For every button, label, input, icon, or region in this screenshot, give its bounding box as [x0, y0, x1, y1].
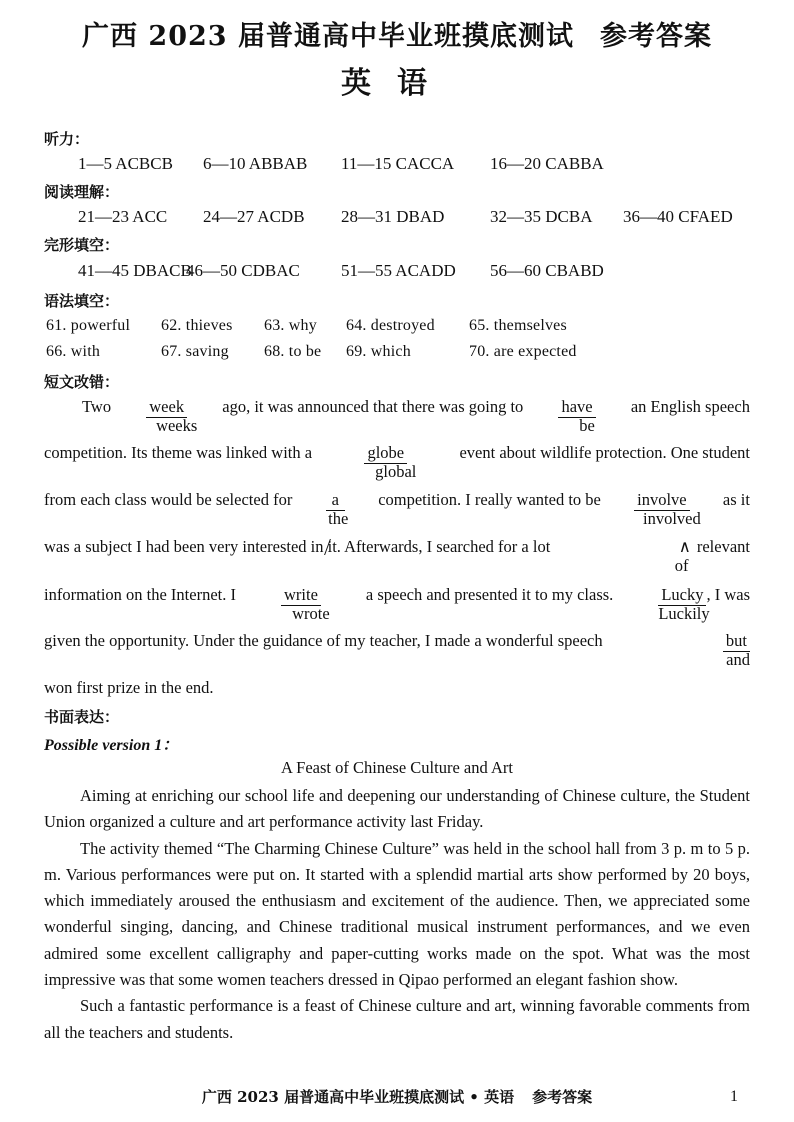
original-word: write — [281, 585, 321, 606]
text-segment: competition. I really wanted to be — [378, 490, 601, 509]
answer-group: 56—60 CBABD — [490, 261, 604, 280]
essay-paragraph: Such a fantastic performance is a feast of Chinese culture and art, winning favorable comments from all the teachers and students. — [44, 996, 750, 1042]
essay-title: A Feast of Chinese Culture and Art — [281, 758, 513, 777]
footer-text: 广西 2023 届普通高中毕业班摸底测试 • 英语 — [201, 1088, 515, 1106]
deleted-word: it — [327, 537, 337, 556]
text-segment — [674, 537, 750, 575]
grammar-item: 65. themselves — [469, 317, 567, 334]
text-segment: a speech and presented it to my class. — [365, 585, 614, 604]
reading-label: 阅读理解： — [44, 183, 120, 201]
essay-paragraph: Aiming at enriching our school life and deepening our understanding of Chinese culture, the Student Union organized a culture and art performance activity last Friday. — [44, 786, 750, 832]
essay-body — [44, 783, 750, 1046]
answer-group: 51—55 ACADD — [341, 261, 456, 280]
version-label: Possible version 1： — [44, 737, 179, 754]
correction-line-1 — [44, 397, 750, 435]
correction-line-7 — [44, 678, 750, 698]
title-suffix: 参考答案 — [599, 21, 712, 52]
answer-group: 16—20 CABBA — [490, 154, 604, 173]
corrected-word: global — [375, 462, 417, 481]
page-number: 1 — [730, 1088, 738, 1105]
grammar-item: 62. thieves — [161, 317, 233, 334]
corrected-word: involved — [643, 509, 701, 528]
subject-title: 英语 — [341, 66, 453, 101]
grammar-label: 语法填空： — [44, 292, 120, 310]
text-segment: given the opportunity. Under the guidance of my teacher, I made a wonderful speech — [44, 631, 603, 650]
correction-mark — [723, 631, 750, 669]
correction-mark — [634, 490, 701, 528]
answer-group: 32—35 DCBA — [490, 207, 593, 226]
footer-suffix: 参考答案 — [532, 1088, 593, 1106]
answer-group: 46—50 CDBAC — [186, 261, 300, 280]
answer-group: 11—15 CACCA — [341, 154, 455, 173]
corrected-word: Luckily — [658, 604, 710, 623]
grammar-item: 63. why — [264, 317, 317, 334]
original-word: Lucky — [658, 585, 706, 606]
text-part: . Afterwards, I searched for a lot — [336, 537, 551, 556]
corrected-word: weeks — [156, 416, 198, 435]
correction-line-6 — [44, 631, 750, 669]
listening-label: 听力： — [44, 130, 90, 148]
text-segment: from each class would be selected for — [44, 490, 293, 509]
page-footer — [0, 1086, 794, 1107]
title-main: 广西 2023 届普通高中毕业班摸底测试 — [82, 21, 574, 52]
answer-group: 6—10 ABBAB — [203, 154, 308, 173]
original-word: involve — [634, 490, 690, 511]
text-part: , I was — [706, 585, 750, 604]
answer-group: 1—5 ACBCB — [78, 154, 173, 173]
correction-line-4 — [44, 537, 750, 575]
correction-mark — [326, 490, 349, 528]
correction-mark — [658, 585, 710, 623]
grammar-item: 69. which — [346, 343, 411, 360]
correction-mark — [146, 397, 198, 435]
corrected-word: and — [726, 650, 750, 669]
grammar-item: 66. with — [46, 343, 101, 360]
corrected-word: wrote — [292, 604, 330, 623]
answer-group: 24—27 ACDB — [203, 207, 305, 226]
page-title — [0, 14, 794, 53]
grammar-item: 64. destroyed — [346, 317, 435, 334]
grammar-item: 61. powerful — [46, 317, 131, 334]
original-word: a — [326, 490, 345, 511]
answer-group: 28—31 DBAD — [341, 207, 445, 226]
text-segment: event about wildlife protection. One student — [459, 443, 750, 462]
correction-mark — [281, 585, 330, 623]
cloze-label: 完形填空： — [44, 236, 120, 254]
correction-mark — [364, 443, 417, 481]
correction-line-3 — [44, 490, 750, 528]
text-segment — [658, 585, 750, 623]
text-segment: competition. Its theme was linked with a — [44, 443, 313, 462]
correction-mark — [558, 397, 595, 435]
answer-group: 36—40 CFAED — [623, 207, 733, 226]
text-segment: as it — [722, 490, 750, 509]
caret-symbol: ∧ — [678, 537, 691, 556]
correction-label: 短文改错： — [44, 373, 120, 391]
text-segment — [44, 537, 550, 557]
grammar-item: 70. are expected — [469, 343, 577, 360]
text-segment: won first prize in the end. — [44, 678, 214, 697]
insertion-mark — [674, 537, 693, 575]
essay-paragraph: The activity themed “The Charming Chinese Culture” was held in the school hall from 3 p. m to 5 p. m. Various performances were put on. It started with a splendid martial arts show performed by 20 boys, which immediately aroused the enthusiasm and excitement of the audience. Then, we appreciated some wonderful singing, dancing, and Chinese traditional musical instrument performances, and we even admired some excellent calligraphy and paper-cutting works made on the spot. What was the most impressive was that some women teachers dressed in Qipao performed an elegant fashion show. — [44, 838, 750, 990]
inserted-word: of — [674, 556, 689, 575]
text-segment: Two — [82, 397, 112, 416]
text-part: was a subject I had been very interested in — [44, 537, 324, 556]
text-segment: ago, it was announced that there was going to — [222, 397, 524, 416]
original-word: have — [558, 397, 595, 418]
text-segment: information on the Internet. I — [44, 585, 236, 604]
answer-group: 41—45 DBACB — [78, 261, 192, 280]
grammar-item: 68. to be — [264, 343, 322, 360]
text-part: relevant — [696, 537, 750, 556]
corrected-word: the — [328, 509, 349, 528]
correction-line-5 — [44, 585, 750, 623]
grammar-item: 67. saving — [161, 343, 229, 360]
text-segment: an English speech — [630, 397, 750, 416]
answer-group: 21—23 ACC — [78, 207, 168, 226]
original-word: week — [146, 397, 187, 418]
writing-label: 书面表达： — [44, 708, 120, 726]
original-word: globe — [364, 443, 407, 464]
correction-line-2 — [44, 443, 750, 481]
corrected-word: be — [579, 416, 595, 435]
original-word: but — [723, 631, 750, 652]
